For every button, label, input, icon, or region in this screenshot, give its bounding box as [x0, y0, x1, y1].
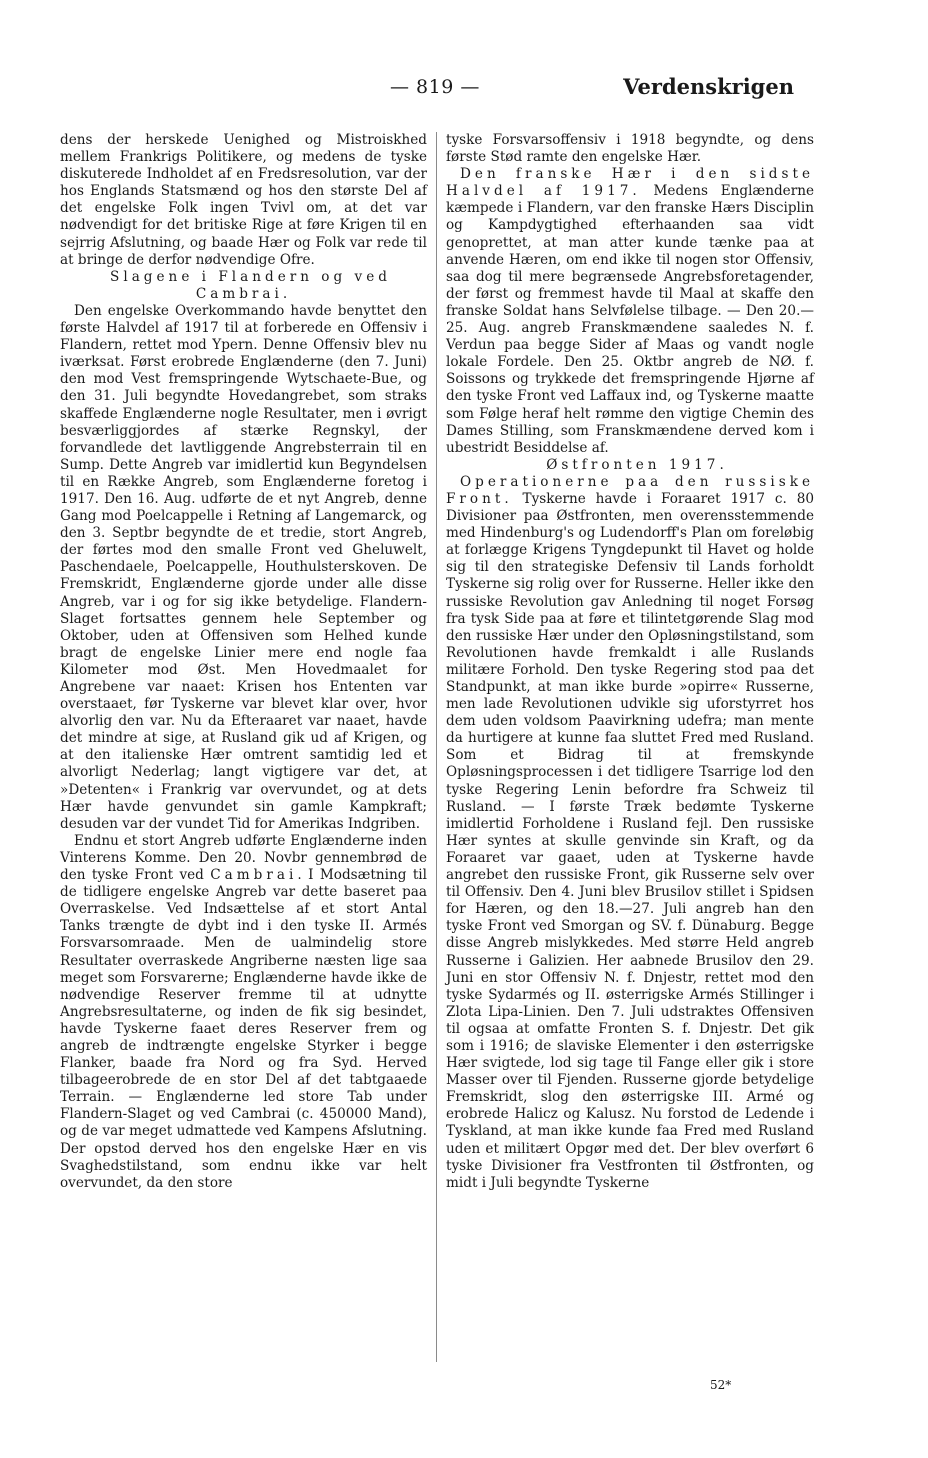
paragraph-text: Endnu et stort Angreb udførte Englænderne inden Vinterens Komme. Den 20. Novbr gennembrød de den tyske Front ved [60, 832, 427, 884]
column-divider [436, 132, 437, 1362]
paragraph [446, 166, 814, 457]
page-number: — 819 — [390, 76, 480, 98]
spaced-emphasis: Cambrai [210, 867, 298, 884]
section-heading: Slagene i Flandern og ved Cambrai. [110, 268, 391, 302]
paragraph [60, 833, 427, 1192]
paragraph: Den engelske Overkommando havde benyttet den første Halvdel af 1917 til at forberede en Offensiv i Flandern, rettet mod Ypern. Denne Offensiv blev nu iværksat. Først erobrede Englænderne (den 7. Juni) den mod Vest fremspringende Wytschaete-Bue, og den 31. Juli begyndte Hovedangrebet, som straks skaffede Englænderne nogle Resultater, men i øvrigt besværliggjordes af stærke Regnskyl, der forvandlede det lavtliggende Angrebsterrain til en Sump. Dette Angreb var imidlertid kun Begyndelsen til en Række Angreb, som Englænderne foretog i 1917. Den 16. Aug. udførte de et nyt Angreb, denne Gang mod Poelcappelle i Retning af Langemarck, og den 3. Septbr begyndte de et tredie, stort Angreb, der førtes mod den smalle Front ved Gheluwelt, Paschendaele, Poelcappelle, Houthulsterskoven. De Fremskridt, Englænderne gjorde under alle disse Angreb, var i og for sig ikke betydelige. Flandern-Slaget fortsattes gennem hele September og Oktober, uden at Offensiven som Helhed kunde bragt de engelske Linier mere end nogle faa Kilometer mod Øst. Men Hovedmaalet for Angrebene var naaet: Krisen hos Ententen var overstaaet, før Tyskerne var blevet klar over, hvor alvorlig den var. Nu da Efteraaret var naaet, havde det mindre at sige, at Rusland gik ud af Krigen, og at den italienske Hær omtrent samtidig led et alvorligt Nederlag; langt vigtigere var det, at »Detenten« i Frankrig var overvundet, og at dets Hær havde genvundet sin gamle Kampkraft; desuden var der vundet Tid for Amerikas Indgriben. [60, 302, 427, 832]
section-heading: Østfronten 1917. [546, 456, 728, 473]
spaced-subheading: Operationerne paa den russiske Front. [446, 473, 814, 507]
paragraph: dens der herskede Uenighed og Mistroiskhed mellem Frankrigs Politikere, og medens de tyske diskuterede Indholdet af en Fredsresolution, var der hos Englands Statsmænd og hos den største Del af det engelske Folk ingen Tvivl om, at det var nødvendigt for det britiske Rige at føre Krigen til en sejrrig Afslutning, og baade Hær og Folk var rede til at bringe de derfor nødvendige Ofre. [60, 132, 427, 268]
paragraph: tyske Forsvarsoffensiv i 1918 begyndte, og dens første Stød ramte den engelske Hær. [446, 132, 814, 166]
paragraph-text: . I Modsætning til de tidligere engelske Angreb var dette baseret paa Overraskelse. Ved Indsættelse af et stort Antal Tanks trængte de dybt ind i den tyske II. Armés Forsvarsomraade. Men de ualmindelig store Resultater overraskede Angriberne næsten lige saa meget som Forsvarerne; Englænderne havde ikke de nødvendige Reserver fremme til at udnytte Angrebsresultaterne, og inden de fik sig besindet, havde Tyskerne faaet deres Reserver frem og angreb de indtrængte engelske Styrker i begge Flanker, baade fra Nord og fra Syd. Herved tilbageerobrede de en stor Del af det tabtgaaede Terrain. — Englænderne led store Tab under Flandern-Slaget og ved Cambrai (c. 450000 Mand), og de var meget udmattede ved Kampens Afslutning. Der opstod derved hos den engelske Hær en vis Svaghedstilstand, som endnu ikke var helt overvundet, da den store [60, 867, 427, 1191]
printer-signature: 52* [710, 1378, 732, 1392]
page-header [0, 76, 928, 106]
paragraph [446, 474, 814, 1192]
paragraph-text: Medens Englænderne kæmpede i Flandern, var den franske Hærs Disciplin og Kampdygtighed efterhaanden saa vidt genoprettet, at man atter kunde tænke paa at anvende Hæren, om end ikke til nogen stor Offensiv, saa dog til mere begrænsede Angrebsforetagender, der først og fremmest havde til Maal at skaffe den franske Soldat hans Selvfølelse tilbage. — Den 20.—25. Aug. angreb Franskmændene saaledes N. f. Verdun paa begge Sider af Maas og vandt nogle lokale Fordele. Den 25. Oktbr angreb de NØ. f. Soissons og trykkede det fremspringende Hjørne af den tyske Front ved Laffaux ind, og Tyskerne maatte som Følge heraf helt rømme den vigtige Chemin des Dames Stilling, som Franskmændene derved kom i ubestridt Besiddelse af. [446, 183, 815, 456]
right-column [446, 132, 814, 1192]
running-title: Verdenskrigen [623, 74, 794, 99]
spaced-subheading: Den franske Hær i den sidste Halvdel af 1917. [446, 166, 814, 200]
paragraph-text: Tyskerne havde i Foraaret 1917 c. 80 Divisioner paa Østfronten, men overensstemmende med Hindenburg's og Ludendorff's Plan om foreløbig at forlægge Krigens Tyngdepunkt til Havet og holde sig til den strategiske Defensiv til Lands forholdt Tyskerne sig rolig over for Russerne. Heller ikke den russiske Revolution gav Anledning til noget Forsøg fra tysk Side paa at føre et tilintetgørende Slag mod den russiske Hær under den Opløsningstilstand, som Revolutionen havde fremkaldt i alle Ruslands militære Forhold. Den tyske Regering stod paa det Standpunkt, at man ikke burde »opirre« Russerne, men lade Revolutionen udvikle sig uforstyrret hos dem uden voldsom Paavirkning udefra; man mente da hurtigere at kunne faa sluttet Fred med Rusland. Som et Bidrag til at fremskynde Opløsningsprocessen i det tidligere Tsarrige lod den tyske Regering Lenin befordre fra Schweiz til Rusland. — I første Træk bedømte Tyskerne imidlertid Forholdene i Rusland fejl. Den russiske Hær syntes at skulle genvinde sin Kraft, og da Foraaret var gaaet, uden at Tyskerne havde angrebet den russiske Front, gik Russerne selv over til Offensiv. Den 4. Juni blev Brusilov stillet i Spidsen for Hæren, og den 18.—27. Juli angreb han den tyske Front ved Smorgan og SV. f. Dünaburg. Begge disse Angreb mislykkedes. Med større Held angreb Russerne i Galizien. Her aabnede Brusilov den 29. Juni en stor Offensiv N. f. Dnjestr, rettet mod den tyske Sydarmés og II. østerrigske Armés Stillinger i Zlota Lipa-Linien. Den 7. Juli udstraktes Offensiven til ogsaa at omfatte Fronten S. f. Dnjestr. Det gik som i 1916; de slaviske Elementer i den østerrigske Hær svigtede, lod sig tage til Fange eller gik i store Masser over til Fjenden. Russerne gjorde betydelige Fremskridt, slog den østerrigske III. Armé og erobrede Halicz og Kalusz. Nu forstod de Ledende i Tyskland, at man ikke kunde faa Fred med Rusland uden et militært Opgør med det. Der blev overført 6 tyske Divisioner fra Vestfronten til Østfronten, og midt i Juli begyndte Tyskerne [446, 490, 814, 1191]
left-column [60, 132, 427, 1192]
